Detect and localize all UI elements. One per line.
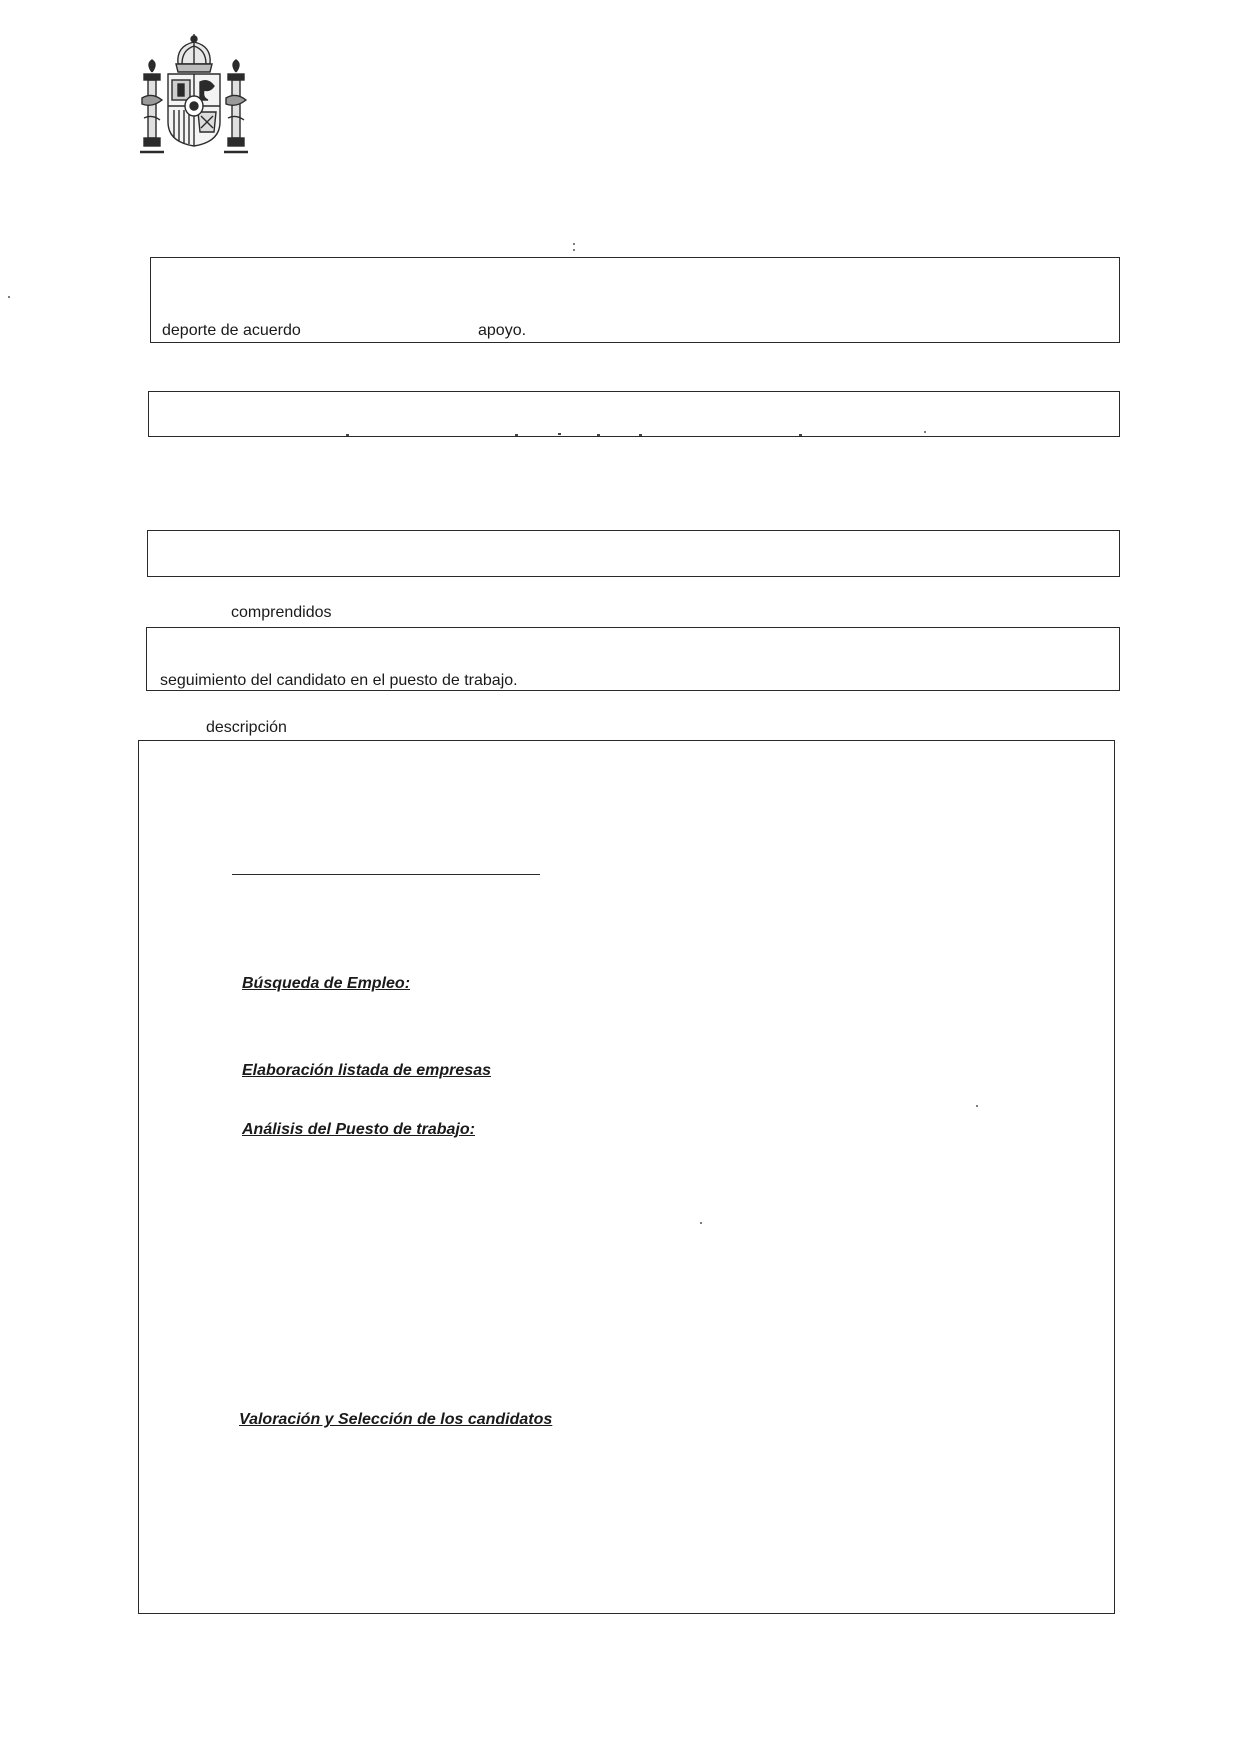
heading-analisis-puesto: Análisis del Puesto de trabajo: [242,1121,475,1138]
box3-caption: comprendidos [231,604,332,621]
form-box-3 [147,530,1120,577]
spain-coat-of-arms-icon [138,34,250,156]
form-box-5 [138,740,1115,1614]
scan-speck [573,243,575,245]
signature-rule [232,874,540,875]
scan-speck [8,296,10,298]
scan-speck [573,249,575,251]
box4-text: seguimiento del candidato en el puesto de trabajo. [160,672,518,689]
heading-busqueda-empleo: Búsqueda de Empleo: [242,975,411,992]
form-box-2 [148,391,1120,437]
box5-caption: descripción [206,719,287,736]
box1-text-left: deporte de acuerdo [162,322,301,339]
heading-valoracion-seleccion: Valoración y Selección de los candidatos [239,1411,553,1428]
box1-text-right: apoyo. [478,322,527,339]
heading-elaboracion-empresas: Elaboración listada de empresas [242,1062,491,1079]
